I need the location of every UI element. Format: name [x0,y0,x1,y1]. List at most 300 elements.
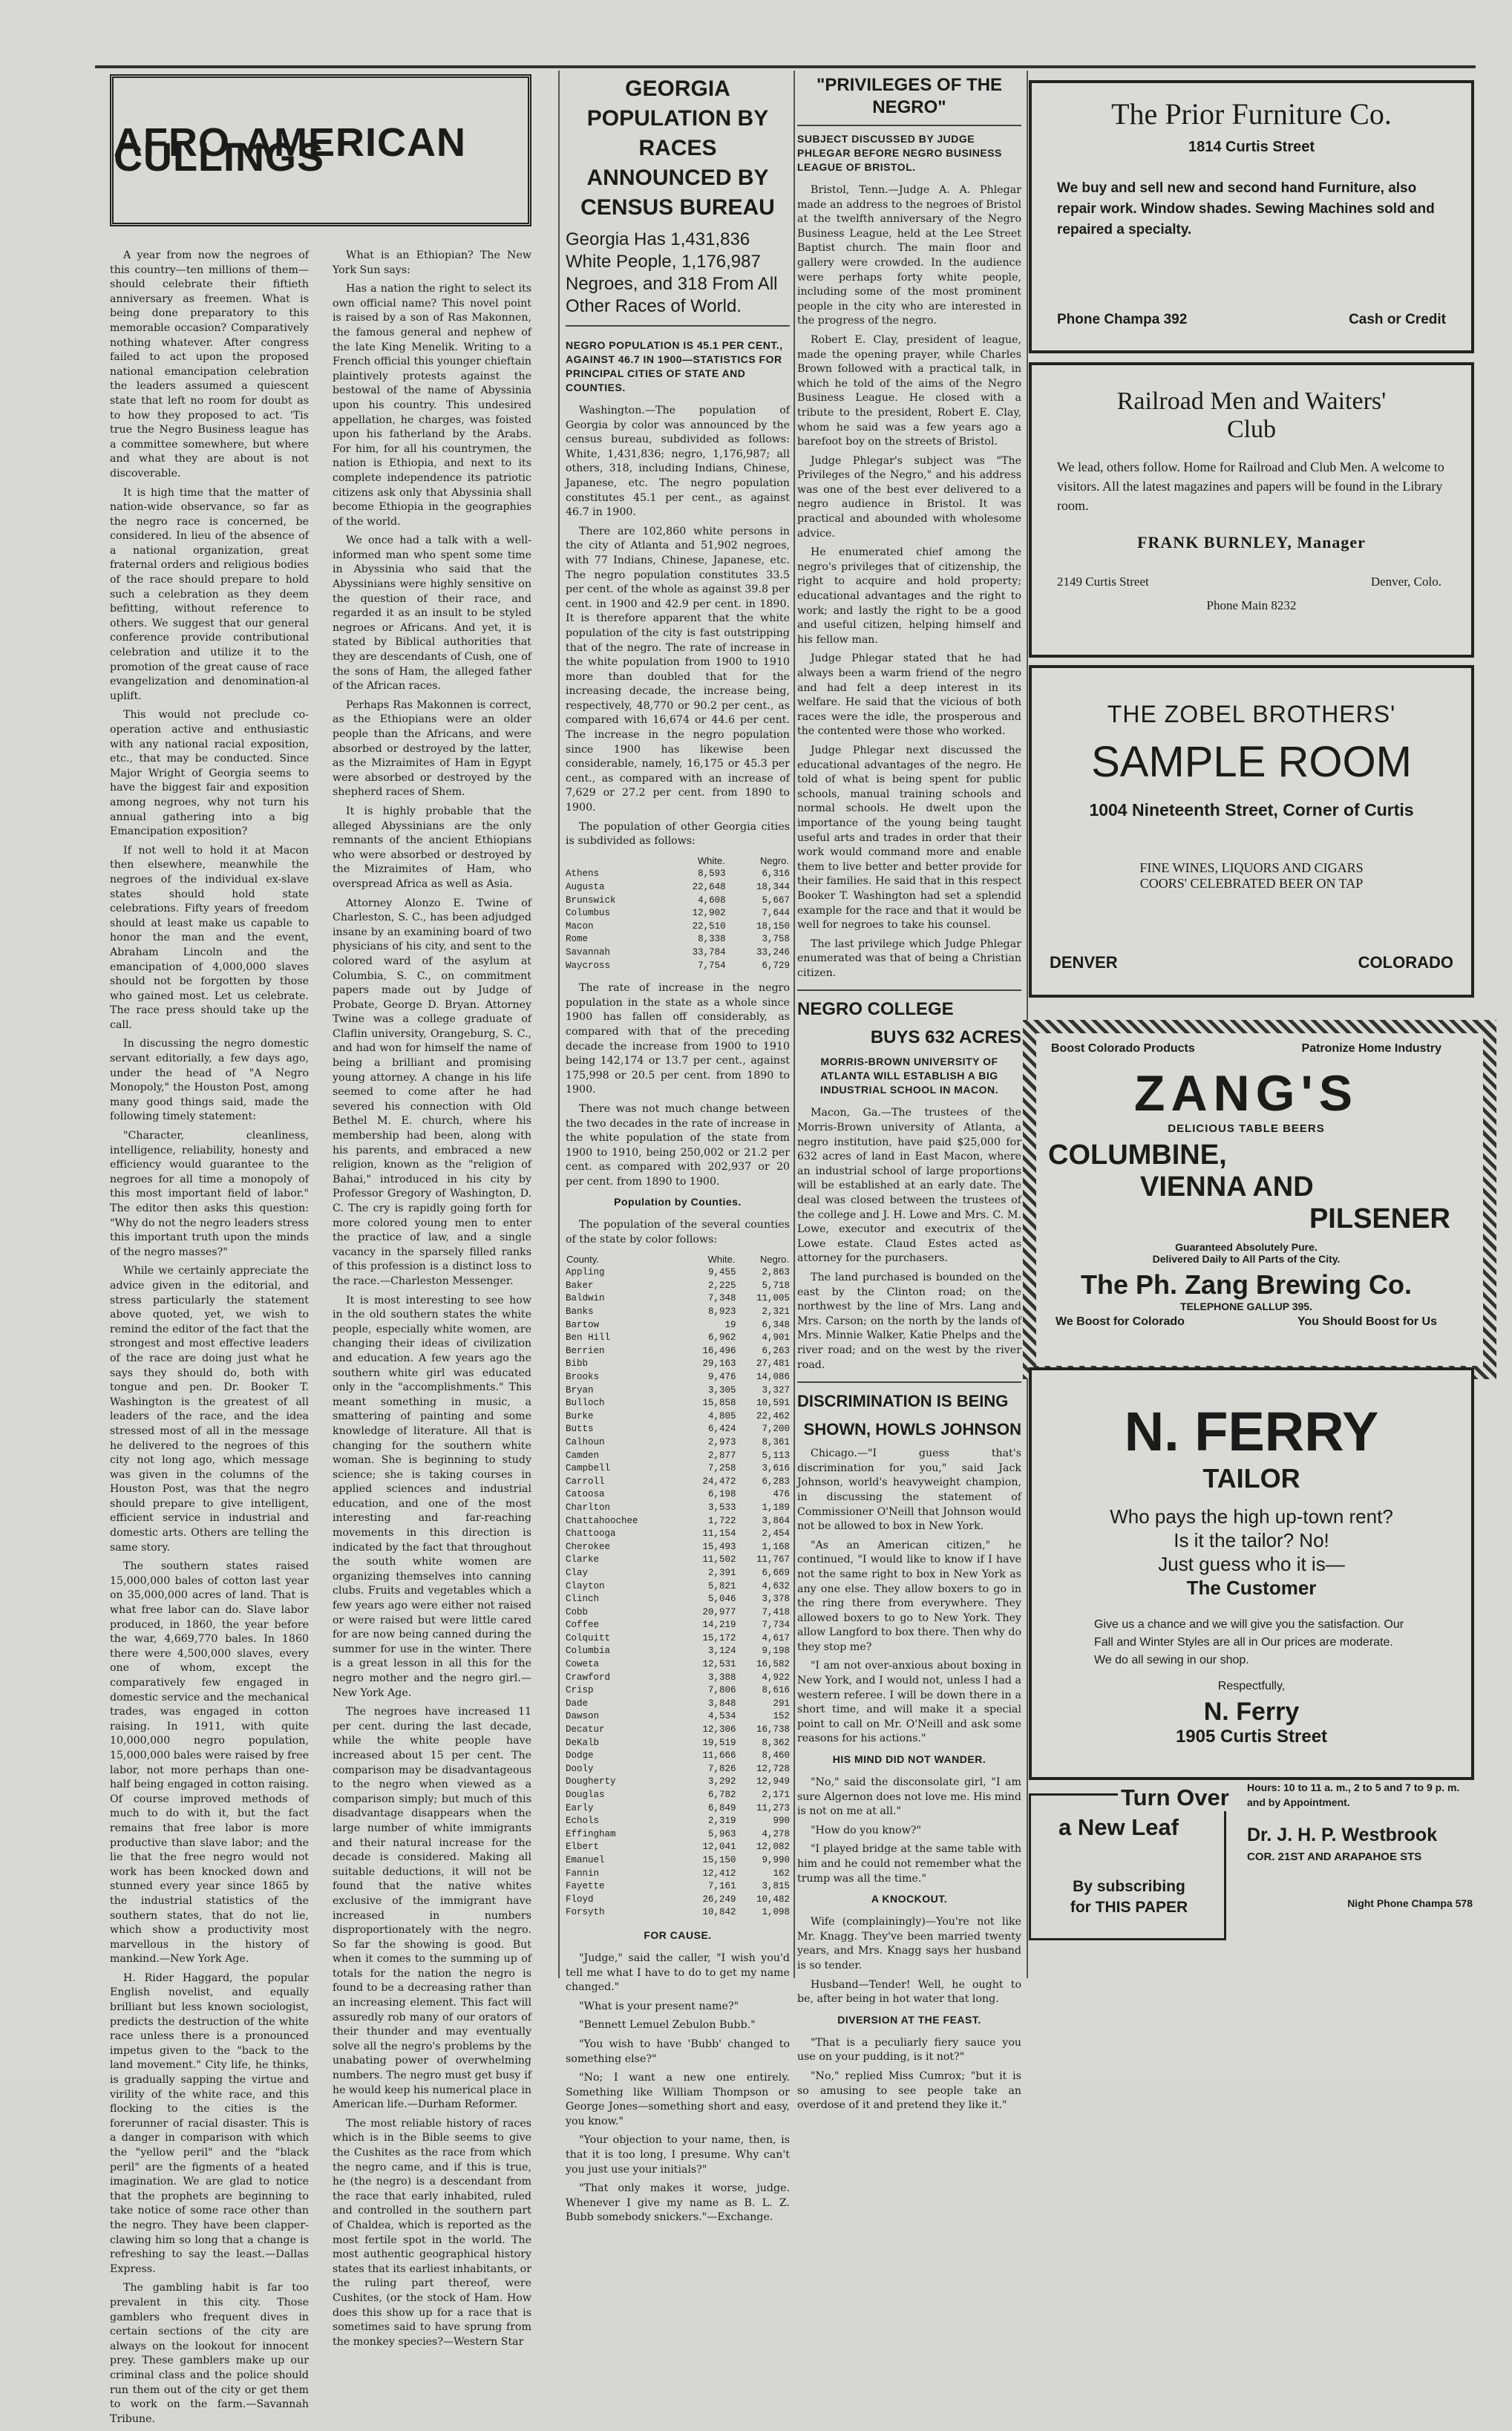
table-cell: Athens [566,868,600,880]
paragraph: "Judge," said the caller, "I wish you'd tell me what I have to do to get my name changed." [566,1951,790,1994]
table-cell: Clayton [566,1580,605,1591]
table-cell: 14,219 [702,1620,736,1631]
ad-line: Guaranteed Absolutely Pure. [1175,1241,1318,1253]
deck: Georgia Has 1,431,836 White People, 1,176,987 Negroes, and 318 From All Other Races of World. [566,229,790,327]
table-cell: 5,963 [707,1828,736,1839]
ad-line: Is it the tailor? No! [1174,1529,1329,1551]
counties-table [566,1252,790,1920]
table-cell: 19,519 [702,1737,736,1748]
table-cell: 8,923 [707,1306,736,1318]
table-cell: 4,534 [707,1711,736,1722]
table-cell: Dade [566,1698,589,1709]
ad-line: Respectfully, [1217,1680,1286,1692]
table-cell: 2,454 [762,1528,790,1540]
table-row [566,1580,790,1594]
table-row [566,1841,790,1854]
table-row [566,1462,790,1476]
table-cell: DeKalb [566,1737,600,1748]
table-header: White. [707,1253,736,1265]
table-row [566,894,790,908]
college-caps: MORRIS-BROWN UNIVERSITY OF ATLANTA WILL ESTABLISH A BIG INDUSTRIAL SCHOOL IN MACON. [819,1056,999,1096]
table-cell: 9,198 [762,1646,790,1657]
table-row [566,1319,790,1332]
table-cell: 3,388 [707,1672,736,1683]
table-cell: Appling [566,1267,605,1278]
wander-body [797,1776,1021,1886]
table-cell: 11,666 [702,1750,736,1761]
ad-tag: We Boost for Colorado [1056,1315,1185,1328]
table-cell: 3,616 [762,1463,790,1474]
table-cell: 9,990 [762,1854,790,1865]
table-row [566,1632,790,1646]
table-cell: 2,319 [707,1816,736,1827]
table-row [566,1332,790,1345]
zang-brewing-ad [1036,1033,1456,1339]
table-cell: 7,418 [762,1606,790,1617]
cities-table [566,854,790,972]
paragraph: Washington.—The population of Georgia by color was announced by the census bureau, subdivided as follows: White, 1,431,836; negro, 1,176,987; all others, 318, including Indians, Chinese, Japanese, etc. The negro population constitutes 45.1 per cent., as against 46.7 in 1900. [566,405,790,519]
table-cell: 3,533 [707,1502,736,1513]
table-cell: Savannah [566,946,611,958]
table-cell: 2,863 [762,1267,790,1278]
college-head-1: NEGRO COLLEGE [797,999,954,1020]
table-cell: Effingham [566,1828,616,1839]
paragraph: It is most interesting to see how in the old southern states the white people, especially white women, are changing their ideas of civilization and education. A few years ago the southern white girl was educated only in the "accomplishments." This meant something in music, a smattering of painting and some knowledge of literature. All that is changing for the southern white woman. She is beginning to study science; she is taking courses in applied sciences and industrial education, and one of the most interesting and far-reaching movements in this direction is indicated by the fact that throughout the south white women are organizing themselves into canning clubs. Fruits and vegetables which a few years ago were either not raised or were raised but were little cared for are now being canned during the summer for use in the winter. There is a great lesson in all this for the negro mother and the negro girl.—New York Age. [333,1294,531,1699]
ad-title: ZANG'S [1133,1065,1359,1122]
table-row [566,1828,790,1842]
table-row [566,1606,790,1620]
table-row [566,1528,790,1541]
table-cell: Echols [566,1816,600,1827]
table-cell: 22,510 [692,920,726,932]
table-cell: Charlton [566,1502,611,1513]
table-cell: Fannin [566,1868,600,1879]
table-row [566,1894,790,1907]
table-cell: Floyd [566,1894,594,1905]
table-row [566,1724,790,1737]
table-row [566,1593,790,1606]
ad-title: N. FERRY [1124,1401,1379,1462]
table-cell: 7,348 [707,1293,736,1304]
table-row [566,1423,790,1436]
table-cell: 3,305 [707,1384,736,1396]
table-cell: 10,591 [756,1398,790,1409]
ad-body: We buy and sell new and second hand Furniture, also repair work. Window shades. Sewing Machines sold and repaired a specialty. [1057,180,1435,238]
headline: GEORGIA POPULATION BY RACES ANNOUNCED BY CENSUS BUREAU [580,76,775,220]
ad-signature: N. Ferry [1203,1698,1300,1726]
table-cell: 6,263 [762,1345,790,1356]
table-cell: 6,962 [707,1332,736,1344]
table-cell: 9,455 [707,1267,736,1278]
table-cell: Elbert [566,1842,600,1853]
paragraph: "No," replied Miss Cumrox; "but it is so amusing to see people take an overdose of it and pretend they like it." [797,2070,1021,2112]
table-header: Negro. [759,1253,789,1265]
table-cell: 7,200 [762,1424,790,1435]
table-row [566,1789,790,1802]
ad-title: Dr. J. H. P. Westbrook [1247,1825,1438,1845]
table-cell: 12,728 [756,1763,790,1774]
paragraph: The negroes have increased 11 per cent. during the last decade, while the white people have increased about 15 per cent. The comparison may be disadvantageous to the negro when viewed as a comparison simply; but much of this disadvantage disappears when the large number of white immigrants and their natural increase for the decade is considered. Making all suitable deductions, it will not be found that the native whites exclusive of the immigrant have increased in numbers disproportionately with the negro. So far the showing is good. But when it comes to the summing up of totals for the nation the negro is found to be a decreasing rather than an increasing element. This fact will assuredly rob many of our orators of their thunder and may eventually solve all the negro's problems by the unabating power of overwhelming numbers. The negro must get busy if he would keep his numerical place in American life.—Durham Reformer. [333,1706,531,2111]
table-cell: Calhoun [566,1436,605,1447]
headline: "PRIVILEGES OF THE NEGRO" [816,75,1003,117]
paragraph: We once had a talk with a well-informed man who spent some time in Abyssinia who said that the Abyssinians were highly sensitive on the question of their race, and regarded it as an insult to be styled negroes or Africans. And yet, it is stated by Biblical authorities that they are descendants of Cush, one of the sons of Ham, the alleged father of the African races. [333,534,531,693]
table-header: Negro. [759,854,789,866]
counties-title: Population by Counties. [614,1196,742,1208]
table-cell: 2,321 [762,1306,790,1318]
ad-line: COORS' CELEBRATED BEER ON TAP [1139,876,1364,891]
table-cell: Berrien [566,1345,605,1356]
knockout-body [797,1915,1021,2007]
table-cell: 22,462 [756,1410,790,1421]
table-cell: Crawford [566,1672,611,1683]
table-cell: Rome [566,934,589,945]
table-cell: Columbia [566,1646,611,1657]
table-cell: 10,842 [702,1907,736,1918]
table-cell: Clinch [566,1594,600,1605]
table-cell: Bryan [566,1384,594,1396]
table-cell: 5,718 [762,1280,790,1291]
table-row [566,1384,790,1398]
table-cell: Clarke [566,1554,600,1565]
table-cell: 1,098 [762,1907,790,1918]
table-cell: 6,849 [707,1802,736,1813]
ad-subtitle: DELICIOUS TABLE BEERS [1168,1122,1325,1135]
paragraph: While we certainly appreciate the advice given in the editorial, and stress particularly the statement above quoted, yet, we wish to remind the editor of the fact that the strongest and most effective leaders of the race are doing just what he says they should do, both with tongue and pen. Dr. Booker T. Washington is the greatest of all leaders of the race, and the idea stressed most of all in the message he delivered to the negroes of this city not long ago, which message was given in the columns of the Houston Post, was that the negro should prepare to give intelligent, efficient service in industrial and domestic arts. Others are telling the same story. [110,1265,309,1554]
paragraph: What is an Ethiopian? The New York Sun says: [333,249,531,276]
table-cell: 3,378 [762,1594,790,1605]
table-cell: 12,041 [702,1842,736,1853]
table-row [566,1645,790,1658]
table-row [566,1854,790,1868]
afro-american-cullings-column [110,74,531,2425]
table-cell: 1,168 [762,1541,790,1552]
ad-street: 1814 Curtis Street [1188,139,1315,155]
table-cell: 3,815 [762,1881,790,1892]
paragraph: The last privilege which Judge Phlegar enumerated was that of being a Christian citizen. [797,938,1021,979]
table-row [566,1541,790,1554]
caps-summary: SUBJECT DISCUSSED BY JUDGE PHLEGAR BEFORE NEGRO BUSINESS LEAGUE OF BRISTOL. [797,125,1021,174]
table-cell: 4,617 [762,1632,790,1643]
wander-title: HIS MIND DID NOT WANDER. [832,1753,986,1766]
for-cause-title: FOR CAUSE. [644,1928,712,1941]
table-cell: 29,163 [702,1358,736,1370]
table-cell: 16,582 [756,1659,790,1670]
discrimination-body [797,1447,1021,1747]
paragraph: There was not much change between the two decades in the rate of increase in the white population of the state from 1900 to 1910, being 250,002 or 21.2 per cent. as compared with 202,937 or 20 per cent. from 1890 to 1900. [566,1102,790,1188]
paragraph: The land purchased is bounded on the east by the Clinton road; on the northwest by the line of Mrs. Lang and Mrs. Carson; on the north by the lands of Mrs. Minnie Walker, Katie Phelps and the river road; and on the west by the river road. [797,1272,1021,1371]
table-row [566,933,790,946]
paragraph: "You wish to have 'Bubb' changed to something else?" [566,2038,790,2065]
table-cell: 2,225 [707,1280,736,1291]
paragraph: "What is your present name?" [579,2000,739,2012]
table-cell: 3,848 [707,1698,736,1709]
table-cell: Brooks [566,1372,600,1382]
ad-phone: Phone Main 8232 [1206,598,1297,612]
georgia-population-column [566,74,790,2224]
table-cell: Macon [566,920,594,932]
paragraph: H. Rider Haggard, the popular English novelist, and equally brilliant but less known sociologist, predicts the destruction of the white race unless there is a pronounced impetus given to the "back to the land movement." City life, he thinks, is gradually sapping the virtue and virility of the white race, and this flocking to the cities is the forerunner of racial disaster. This is a danger in comparison with which the "yellow peril" and the "black peril" are the figments of a heated imagination. We are glad to notice that the prophets are beginning to take notice of some race other than the negro. They have been clapper-clawing him so long that a change is refreshing to say the least.—Dallas Express. [110,1972,309,2275]
ad-phone: Phone Champa 392 [1057,312,1188,327]
ad-title: Turn Over [1118,1784,1232,1811]
paragraph: Attorney Alonzo E. Twine of Charleston, S. C., has been adjudged insane by an examining board of two physicians of his city, and sent to the colored ward of the asylum at Columbia, S. C., on commitment papers made out by Judge of Probate, George D. Bryan. Attorney Twine was a college graduate of Claflin university, Orangeburg, S. C., and had won for himself the name of being a brilliant and promising young attorney. A change in his life seemed to come after he had severed his connection with Old Bethel M. E. church, where his membership had been, along with his parents, and embraced a new religion, known as the "religion of Bahai," introduced in his city by Professor Gregory of Washington, D. C. The cry is rapidly going forth for more colored young men to enter the practice of law, and a single vacancy in the sparsely filled ranks of this profession is a distinct loss to the race.—Charleston Messenger. [333,897,531,1287]
paragraph: "Bennett Lemuel Zebulon Bubb." [579,2019,756,2032]
table-cell: Campbell [566,1463,611,1474]
n-ferry-tailor-ad [1029,1367,1474,1780]
table-cell: Butts [566,1424,594,1435]
table-cell: 11,154 [702,1528,736,1540]
table-cell: 3,124 [707,1646,736,1657]
paragraph: Judge Phlegar stated that he had always been a warm friend of the negro and had felt a deep interest in its welfare. He said that the vicious of both races were the idle, the prosperous and the contented were those who worked. [797,652,1021,738]
feast-title: DIVERSION AT THE FEAST. [837,2013,981,2026]
table-cell: 4,632 [762,1580,790,1591]
table-row [566,1658,790,1672]
table-cell: 8,361 [762,1436,790,1447]
column-rule [793,71,795,1978]
table-cell: 8,616 [762,1685,790,1696]
table-cell: Douglas [566,1790,605,1800]
table-cell: Colquitt [566,1632,611,1643]
table-row [566,1567,790,1580]
paragraph: "That only makes it worse, judge. Whenever I give my name as B. L. Z. Bubb somebody snickers."—Exchange. [566,2182,790,2224]
article-body [797,183,1021,981]
ad-title-2: a New Leaf [1058,1814,1179,1840]
zobel-brothers-ad [1029,665,1474,998]
paragraph: Judge Phlegar's subject was "The Privileges of the Negro," and his address was one of the best ever delivered to a negro audience in Bristol. It was practical and abounded with wholesome advice. [797,454,1021,540]
table-cell: 11,767 [756,1554,790,1565]
ad-hours: Hours: 10 to 11 a. m., 2 to 5 and 7 to 9 p. m. and by Appointment. [1247,1781,1460,1808]
table-cell: Dougherty [566,1776,616,1787]
table-cell: 6,283 [762,1476,790,1487]
table-cell: 6,782 [707,1790,736,1800]
ad-street: 1905 Curtis Street [1175,1727,1328,1747]
table-cell: 14,086 [756,1372,790,1382]
paragraph: In discussing the negro domestic servant editorially, a few days ago, under the head of "A Negro Monopoly," the Houston Post, among many good things said, made the following timely statement: [110,1038,309,1123]
westbrook-ad [1247,1779,1473,1964]
paragraph: "I played bridge at the same table with him and he could not remember what the trump was all the time." [797,1843,1021,1885]
table-cell: 15,172 [702,1632,736,1643]
table-cell: 7,806 [707,1685,736,1696]
table-cell: Dawson [566,1711,600,1722]
table-cell: 12,412 [702,1868,736,1879]
ad-address: 1004 Nineteenth Street, Corner of Curtis [1089,800,1414,819]
table-cell: 12,306 [702,1724,736,1735]
paragraph: Bristol, Tenn.—Judge A. A. Phlegar made an address to the negroes of Bristol at the twelfth anniversary of the Negro Business League, held at the Lee Street Baptist church. The main floor and gallery were crowded. In the audience were perhaps forty white people, including some of the most prominent people in the city who are interested in the progress of the negro. [797,184,1021,327]
ad-title-2: SAMPLE ROOM [1091,738,1412,786]
table-cell: Coffee [566,1620,600,1631]
ad-tag: You Should Boost for Us [1297,1315,1437,1328]
table-row [566,1306,790,1319]
ad-address: COR. 21ST AND ARAPAHOE STS [1247,1851,1422,1863]
paragraph: Wife (complainingly)—You're not like Mr. Knagg. They've been married twenty years, and Mrs. Knagg says her husband is so tender. [797,1916,1021,1972]
table-row [566,1802,790,1816]
paragraph: "I am not over-anxious about boxing in New York, and I would not, unless I had a western referee. I will be down there in a short time, and will make it a special point to call on Mr. O'Neill and ask some reasons for his actions." [797,1660,1021,1745]
table-cell: 18,344 [756,882,790,892]
table-cell: 6,424 [707,1424,736,1435]
table-cell: 12,531 [702,1659,736,1670]
table-row [566,1672,790,1685]
table-cell: 26,249 [702,1894,736,1905]
table-cell: Camden [566,1450,600,1461]
paragraph: Husband—Tender! Well, he ought to be, after being in hot water that long. [797,1978,1021,2006]
table-cell: 7,644 [762,908,790,919]
article-body-2 [566,981,790,1189]
table-row [566,881,790,894]
table-cell: Augusta [566,882,605,892]
table-row [566,1488,790,1502]
table-cell: 7,161 [707,1881,736,1892]
table-cell: 20,977 [702,1606,736,1617]
column-rule [558,71,560,1978]
table-cell: Burke [566,1410,594,1421]
paragraph: "As an American citizen," he continued, "I would like to know if I have not the same right to box in New York as any one else. They allow boxers to go in the ring there from everywhere. They allowed boxers to go to New York. They allow Langford to box there. Then why do they stop me? [797,1539,1021,1653]
paragraph: Robert E. Clay, president of league, made the opening prayer, while Charles Brown followed with a practical talk, in which he told of the aims of the Negro Business League. He closed with a tribute to the president, Robert E. Clay, whom he said was a few years ago a barefoot boy on the streets of Bristol. [797,333,1021,448]
table-row [566,1515,790,1528]
table-cell: Fayette [566,1881,605,1892]
table-cell: Coweta [566,1659,600,1670]
ad-subtitle: TAILOR [1202,1463,1300,1493]
table-row [566,1280,790,1293]
table-cell: 291 [773,1698,790,1709]
table-cell: 2,171 [762,1790,790,1800]
table-cell: Carroll [566,1476,605,1487]
table-row [566,920,790,934]
paragraph: Judge Phlegar next discussed the educational advantages of the negro. He told of what is being spent for public schools, manual training schools and normal schools. He dwelt upon the importance of the young being taught useful arts and trades in order that their work would command more and enable them to live better and better provide for their families. He said that in this respect Booker T. Washington had set a splendid example for the race and that it would be well for negroes to take his counsel. [797,744,1021,932]
ad-brand: VIENNA AND [1140,1171,1314,1203]
table-cell: Columbus [566,908,611,919]
subscribe-ad [1029,1779,1244,1954]
discrimination-headline [797,1381,1021,1441]
table-cell: 15,150 [702,1854,736,1865]
table-row [566,907,790,920]
table-cell: 15,493 [702,1541,736,1552]
table-row [566,1684,790,1698]
table-cell: 8,362 [762,1737,790,1748]
paragraph: "No; I want a new one entirely. Something like William Thompson or George Jones—something short and easy, you know." [566,2072,790,2127]
college-head-2: BUYS 632 ACRES [870,1027,1021,1048]
ad-line: By subscribing [1073,1878,1185,1895]
ad-line: FINE WINES, LIQUORS AND CIGARS [1139,860,1364,875]
college-body [797,1106,1021,1372]
table-row [566,1476,790,1489]
section-title: AFRO-AMERICAN CULLINGS [110,74,531,226]
paragraph: If not well to hold it at Macon then elsewhere, meanwhile the negroes of the individual ex-slave states should hold state celebrations. Fifty years of freedom should at least make us capable to honor the man and the event, Abraham Lincoln and the emancipation of 4,000,000 slaves should not be forgotten by those who gained most. Let us celebrate. The race press should take up the call. [110,844,309,1031]
ad-city: Denver, Colo. [1370,575,1441,589]
table-row [566,1450,790,1463]
table-cell: Bibb [566,1358,589,1370]
table-cell: 24,472 [702,1476,736,1487]
table-cell: 5,821 [707,1580,736,1591]
ad-tag: Patronize Home Industry [1301,1042,1441,1055]
table-cell: 9,476 [707,1372,736,1382]
ad-city: DENVER [1050,953,1118,972]
table-cell: 1,722 [707,1515,736,1526]
table-cell: 3,292 [707,1776,736,1787]
ad-body: Give us a chance and we will give you the satisfaction. Our Fall and Winter Styles are all in Our prices are moderate. We do all sewing in our shop. [1094,1618,1404,1666]
table-row [566,1776,790,1789]
table-cell: 6,669 [762,1567,790,1578]
table-cell: 3,864 [762,1515,790,1526]
table-row [566,1358,790,1371]
paragraph: "Your objection to your name, then, is that it is too long, I presume. Why can't you just use your initials?" [566,2134,790,2176]
caps-summary: NEGRO POPULATION IS 45.1 PER CENT., AGAINST 46.7 IN 1900—STATISTICS FOR PRINCIPAL CITIES OF STATE AND COUNTIES. [566,339,783,393]
table-header [566,854,661,868]
table-cell: Crisp [566,1685,594,1696]
table-cell: 15,858 [702,1398,736,1409]
table-cell: 2,973 [707,1436,736,1447]
table-cell: Brunswick [566,894,616,906]
table-cell: 5,667 [762,894,790,906]
prior-furniture-ad [1029,80,1474,353]
table-cell: Waycross [566,960,611,971]
ad-brand: COLUMBINE, [1048,1139,1227,1171]
table-cell: 16,738 [756,1724,790,1735]
table-row [566,1345,790,1358]
table-cell: Baldwin [566,1293,605,1304]
ad-terms: Cash or Credit [1349,312,1446,327]
table-cell: Forsyth [566,1907,605,1918]
ad-title: Railroad Men and Waiters' [1116,387,1387,415]
college-headline [797,989,1021,1049]
table-row [566,960,790,973]
paragraph: Macon, Ga.—The trustees of the Morris-Brown university of Atlanta, a negro institution, have paid $25,000 for 632 acres of land in East Macon, where an industrial school of large proportions will be established at an early date. The deal was closed between the trustees of the college and J. H. Lowe and Mrs. C. M. Lowe, executor and executrix of the Lowe estate. Claud Estes acted as attorney for the purchasers. [797,1107,1021,1265]
table-cell: 7,734 [762,1620,790,1631]
table-cell: Decatur [566,1724,605,1735]
table-row [566,1554,790,1567]
table-row [566,1698,790,1711]
table-cell: Chattahoochee [566,1515,638,1526]
paragraph: The rate of increase in the negro population in the state as a whole since 1900 has fallen off considerably, as compared with that of the preceding decade the increase from 1900 to 1910 being 142,174 or 13.7 per cent., against 175,998 or 20.5 per cent. from 1890 to 1900. [566,982,790,1096]
table-header: County. [566,1253,599,1265]
ad-manager: FRANK BURNLEY, Manager [1137,533,1366,552]
paragraph: There are 102,860 white persons in the city of Atlanta and 51,902 negroes, with 77 Indians, Chinese, Japanese, etc. The negro population constitutes 33.5 per cent. of the whole as against 39.8 per cent. in 1900 and 42.9 per cent. in 1890. It is therefore apparent that the white population of the city is fast outstripping that of the negro. The rate of increase in the white population from 1900 to 1910 more than doubled that for the increasing decade, the increase being, respectively, 48,770 or 90.2 per cent., as compared with 16,674 or 44.6 per cent. The increase in the negro population since 1900 has likewise been considerable, namely, 16,175 or 45.3 per cent., as compared with an increase of 7,629 or 27.2 per cent. from 1890 to 1900. [566,525,790,814]
table-cell: Dodge [566,1750,594,1761]
table-cell: Baker [566,1280,594,1291]
table-cell: 4,805 [707,1410,736,1421]
ad-body: We lead, others follow. Home for Railroad and Club Men. A welcome to visitors. All the latest magazines and papers will be found in the Library room. [1057,459,1444,513]
top-rule [95,65,1476,68]
ad-address: 2149 Curtis Street [1057,575,1149,589]
paragraph: The population of other Georgia cities is subdivided as follows: [566,820,790,848]
table-cell: 3,758 [762,934,790,945]
table-cell: 12,902 [692,908,726,919]
ad-line: Who pays the high up-town rent? [1110,1505,1393,1528]
table-row [566,946,790,960]
table-cell: Cobb [566,1606,589,1617]
cullings-left-text [110,249,309,2431]
counties-intro: The population of the several counties of the state by color follows: [566,1219,790,1246]
paragraph: It is high time that the matter of nation-wide observance, so far as the negro race is concerned, be considered. In lieu of the absence of a national organization, great fraternal orders and religious bodies of the race should prepare to hold such a celebration as they deem befitting, without reference to others. We suggest that our general conference provide contributional celebration and utilize it to the promotion of the great cause of race evangelization and denomination-al uplift. [110,486,309,702]
ad-line: Just guess who it is— [1158,1553,1345,1575]
table-row [566,1880,790,1894]
table-row [566,1868,790,1881]
table-cell: 4,922 [762,1672,790,1683]
table-cell: 19 [724,1319,736,1330]
disc-head-1: DISCRIMINATION IS BEING [797,1392,1009,1411]
ad-line: for THIS PAPER [1070,1899,1188,1916]
table-cell: 5,113 [762,1450,790,1461]
paragraph: Chicago.—"I guess that's discrimination for you," said Jack Johnson, world's heavyweight champion, in discussing the statement of Commissioner O'Neill that Johnson would not be allowed to box in New York. [797,1447,1021,1533]
paragraph: "No," said the disconsolate girl, "I am sure Algernon does not love me. His mind is not on me at all." [797,1776,1021,1818]
table-cell: 6,198 [707,1489,736,1500]
table-cell: Dooly [566,1763,594,1774]
table-cell: 11,273 [756,1802,790,1813]
table-cell: Catoosa [566,1489,605,1500]
table-row [566,1436,790,1450]
table-cell: 476 [773,1489,790,1500]
table-row [566,868,790,881]
ad-phone: Night Phone Champa 578 [1347,1897,1473,1909]
table-cell: 18,150 [756,920,790,932]
